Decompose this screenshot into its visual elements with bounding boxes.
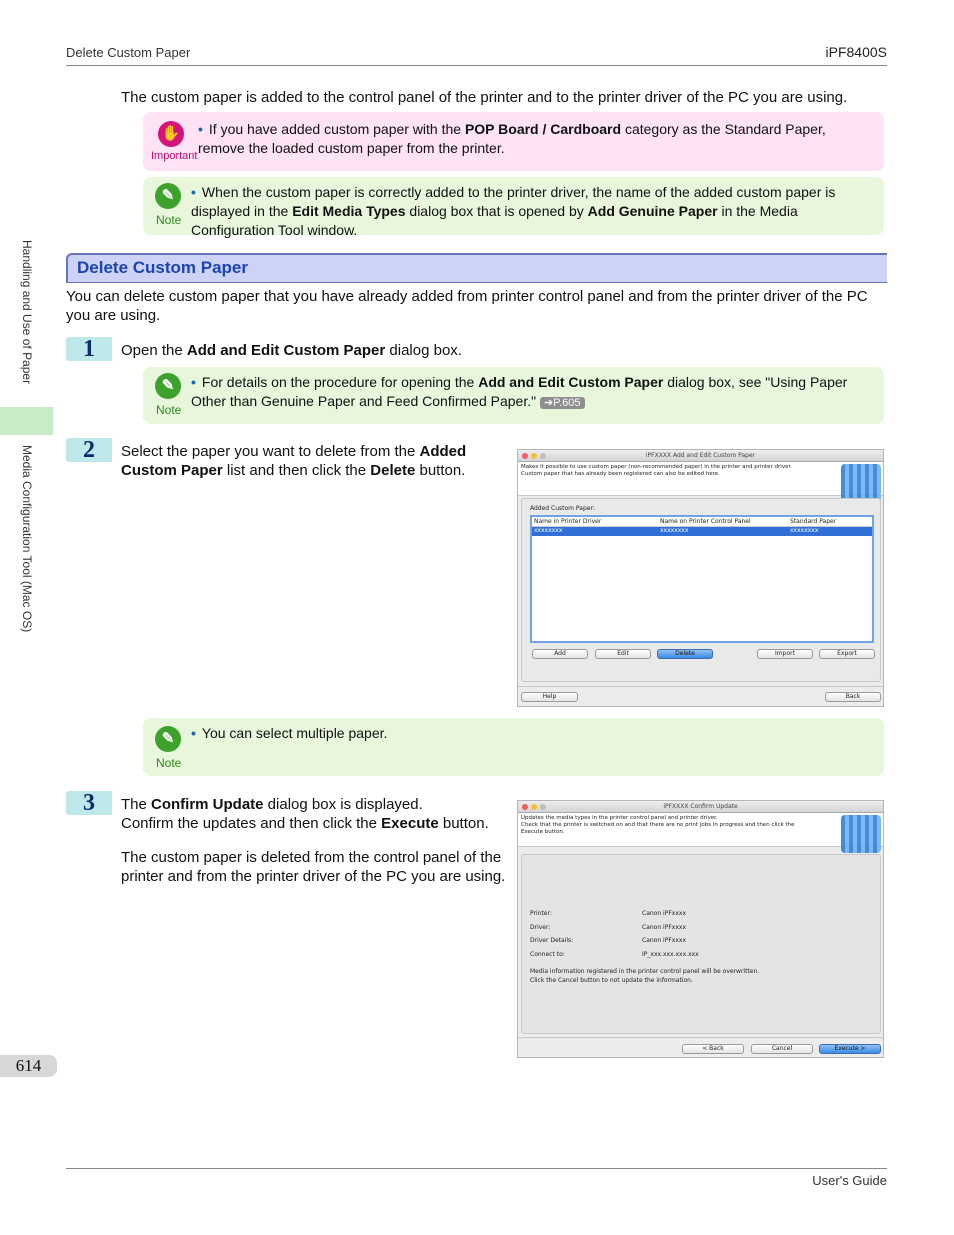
column-header[interactable]: Standard Paper	[790, 518, 837, 525]
step-number-3: 3	[66, 791, 112, 815]
execute-button[interactable]: Execute >	[819, 1044, 881, 1054]
table-cell: xxxxxxxx	[790, 527, 819, 534]
important-callout	[143, 112, 884, 171]
dialog-banner	[518, 813, 883, 847]
banner-text: Updates the media types in the printer control panel and printer driver. Check that the printer is switched on and that there are no print jobs in progress and then click the Execute button.	[521, 815, 795, 835]
header-rule	[66, 65, 887, 66]
table-row[interactable]	[532, 527, 872, 536]
cancel-button[interactable]: Cancel	[751, 1044, 813, 1054]
dialog-banner	[518, 462, 883, 496]
footer-divider	[518, 686, 883, 687]
add-button[interactable]: Add	[532, 649, 588, 659]
footer-guide-name: User's Guide	[812, 1173, 887, 1188]
column-header[interactable]: Name on Printer Control Panel	[660, 518, 751, 525]
page-number: 614	[0, 1055, 57, 1077]
step1-note-text: • For details on the procedure for opening the Add and Edit Custom Paper dialog box, see "Using Paper Other than Genuine Paper and Feed Confirmed Paper." ➔P.605	[191, 374, 848, 409]
footer-divider	[518, 1037, 883, 1038]
step3-result: The custom paper is deleted from the control panel of the printer and from the printer driver of the PC you are using.	[121, 849, 506, 885]
note-callout-step1	[143, 367, 884, 424]
side-tab-highlight	[0, 407, 53, 435]
note1-text: • When the custom paper is correctly added to the printer driver, the name of the added custom paper is displayed in the Edit Media Types dialog box that is opened by Add Genuine Paper in the Media Configuration Tool window.	[191, 184, 836, 238]
added-custom-paper-group	[521, 498, 881, 682]
pencil-check-icon: ✎	[155, 183, 181, 209]
table-cell: xxxxxxxx	[534, 527, 563, 534]
field-value: Canon iPFxxxx	[642, 937, 686, 944]
pencil-check-icon: ✎	[155, 373, 181, 399]
step3-text: The Confirm Update dialog box is displayed. Confirm the updates and then click the Execute button.	[121, 796, 489, 832]
step2-note-text: • You can select multiple paper.	[191, 725, 388, 741]
step2-text: Select the paper you want to delete from the Added Custom Paper list and then click the Delete button.	[121, 443, 467, 479]
intro-paragraph: The custom paper is added to the control panel of the printer and to the printer driver of the PC you are using.	[121, 89, 848, 106]
dialog-title-bar	[518, 450, 883, 462]
pencil-check-icon: ✎	[155, 726, 181, 752]
zoom-window-icon[interactable]	[540, 804, 546, 810]
cancel-hint-message: Click the Cancel button to not update the information.	[530, 977, 693, 984]
dialog-title: iPFXXXX Confirm Update	[663, 803, 738, 810]
export-button[interactable]: Export	[819, 649, 875, 659]
close-window-icon[interactable]	[522, 804, 528, 810]
note-label: Note	[156, 403, 182, 417]
import-button[interactable]: Import	[757, 649, 813, 659]
custom-paper-table[interactable]	[530, 515, 874, 643]
page-reference-link[interactable]: ➔P.605	[540, 397, 585, 409]
step-number-2: 2	[66, 438, 112, 462]
field-label: Printer:	[530, 910, 552, 917]
add-edit-custom-paper-dialog	[517, 449, 884, 707]
important-label: Important	[151, 150, 198, 162]
minimize-window-icon[interactable]	[531, 453, 537, 459]
field-label: Driver Details:	[530, 937, 574, 944]
dialog-title: iPFXXXX Add and Edit Custom Paper	[645, 452, 756, 459]
note-label: Note	[156, 756, 182, 770]
edit-button[interactable]: Edit	[595, 649, 651, 659]
field-value: Canon iPFxxxx	[642, 924, 686, 931]
minimize-window-icon[interactable]	[531, 804, 537, 810]
paper-stack-icon	[841, 815, 881, 853]
field-label: Driver:	[530, 924, 551, 931]
side-tab-handling: Handling and Use of Paper	[20, 240, 34, 385]
table-cell: xxxxxxxx	[660, 527, 689, 534]
zoom-window-icon[interactable]	[540, 453, 546, 459]
close-window-icon[interactable]	[522, 453, 528, 459]
field-label: Connect to:	[530, 951, 565, 958]
running-header-title: Delete Custom Paper	[66, 45, 191, 60]
overwrite-message: Media information registered in the printer control panel will be overwritten.	[530, 968, 760, 975]
field-value: Canon iPFxxxx	[642, 910, 686, 917]
step-number-1: 1	[66, 337, 112, 361]
column-header[interactable]: Name in Printer Driver	[534, 518, 602, 525]
update-info-panel	[521, 854, 881, 1034]
back-button[interactable]: < Back	[682, 1044, 744, 1054]
section-description: You can delete custom paper that you have already added from printer control panel and from the printer driver of the PC you are using.	[66, 288, 868, 324]
banner-text: Makes it possible to use custom paper (non-recommended paper) in the printer and printer driver. Custom paper that has already been registered can also be edited here.	[521, 464, 792, 477]
hand-stop-icon: ✋	[158, 121, 184, 147]
side-tab-media-config: Media Configuration Tool (Mac OS)	[20, 445, 34, 633]
footer-rule	[66, 1168, 887, 1169]
field-value: IP_xxx.xxx.xxx.xxx	[642, 951, 699, 958]
dialog-title-bar	[518, 801, 883, 813]
section-title: Delete Custom Paper	[77, 258, 248, 277]
back-button[interactable]: Back	[825, 692, 881, 702]
delete-button[interactable]: Delete	[657, 649, 713, 659]
note-callout-1	[143, 177, 884, 238]
confirm-update-dialog	[517, 800, 884, 1058]
running-header-model: iPF8400S	[825, 44, 887, 60]
group-label: Added Custom Paper:	[530, 505, 595, 512]
step1-text: Open the Add and Edit Custom Paper dialog box.	[121, 342, 462, 359]
paper-stack-icon	[841, 464, 881, 502]
note-callout-step2	[143, 718, 884, 776]
important-text: • If you have added custom paper with the POP Board / Cardboard category as the Standard Paper, remove the loaded custom paper from the printer.	[198, 121, 826, 156]
help-button[interactable]: Help	[521, 692, 578, 702]
note-label: Note	[156, 213, 182, 227]
